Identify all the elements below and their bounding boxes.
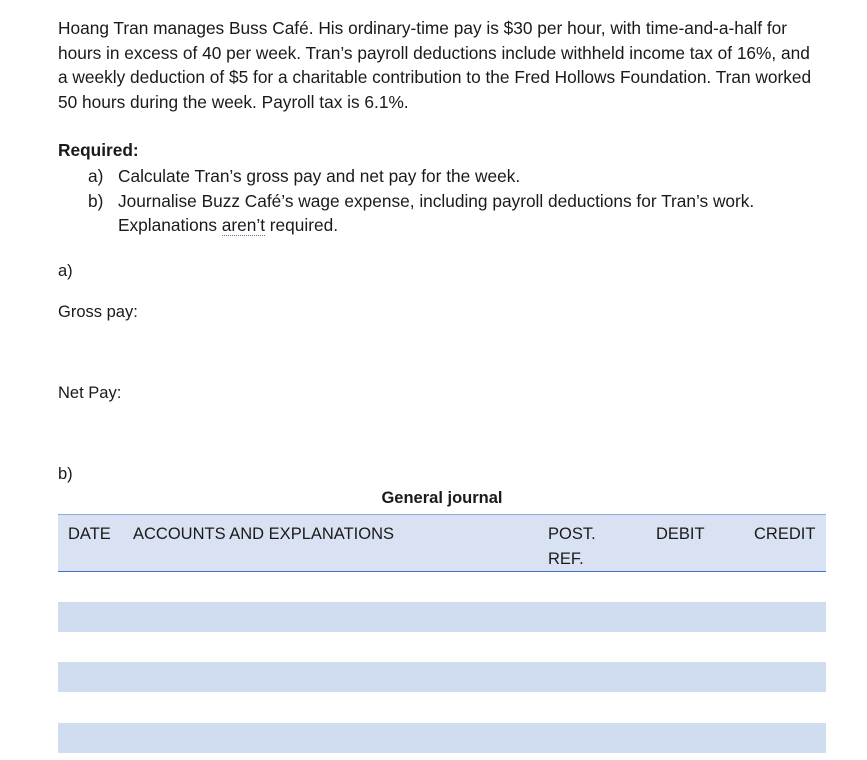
net-pay-label: Net Pay: [58, 384, 122, 402]
spellcheck-underlined-word[interactable]: aren’t [221, 215, 265, 235]
problem-statement: Hoang Tran manages Buss Café. His ordinary-time pay is $30 per hour, with time-and-a-half for hours in excess of 40 per week. Tran’s payroll deductions include withheld income tax of 16%, and a weekly deduction of $5 for a charitable contribution to the Fred Hollows Foundation. Tran worked 50 hours during the week. Payroll tax is 6.1%. [58, 18, 812, 112]
journal-entry-row[interactable] [58, 723, 826, 753]
part-b-label: b) [58, 465, 73, 483]
requirement-marker: b) [88, 190, 104, 211]
part-a-label: a) [58, 262, 73, 280]
required-heading: Required: [58, 140, 139, 160]
column-header-accounts: ACCOUNTS AND EXPLANATIONS [133, 525, 394, 543]
requirement-text: Calculate Tran’s gross pay and net pay for the week. [118, 166, 521, 186]
column-header-credit: CREDIT [754, 525, 816, 543]
requirement-item-b [88, 189, 828, 238]
journal-title: General journal [381, 489, 503, 507]
journal-entry-row[interactable] [58, 662, 826, 692]
journal-entry-row[interactable] [58, 692, 826, 722]
gross-pay-label: Gross pay: [58, 303, 138, 321]
column-header-debit: DEBIT [656, 525, 705, 543]
requirement-text-part: Journalise Buzz Café’s wage expense, including payroll deductions for Tran’s work. Explanations [118, 190, 755, 235]
column-header-date: DATE [68, 525, 111, 543]
journal-header-row [58, 514, 826, 572]
requirement-marker: a) [88, 166, 104, 186]
journal-entry-row[interactable] [58, 632, 826, 662]
requirement-text-part: required. [265, 215, 339, 235]
requirement-item-a [88, 164, 828, 189]
general-journal-table [58, 514, 826, 572]
requirements-list [88, 164, 828, 238]
column-header-post-ref: POST. REF. [548, 525, 596, 568]
requirement-text [118, 189, 828, 238]
journal-entry-row[interactable] [58, 602, 826, 632]
